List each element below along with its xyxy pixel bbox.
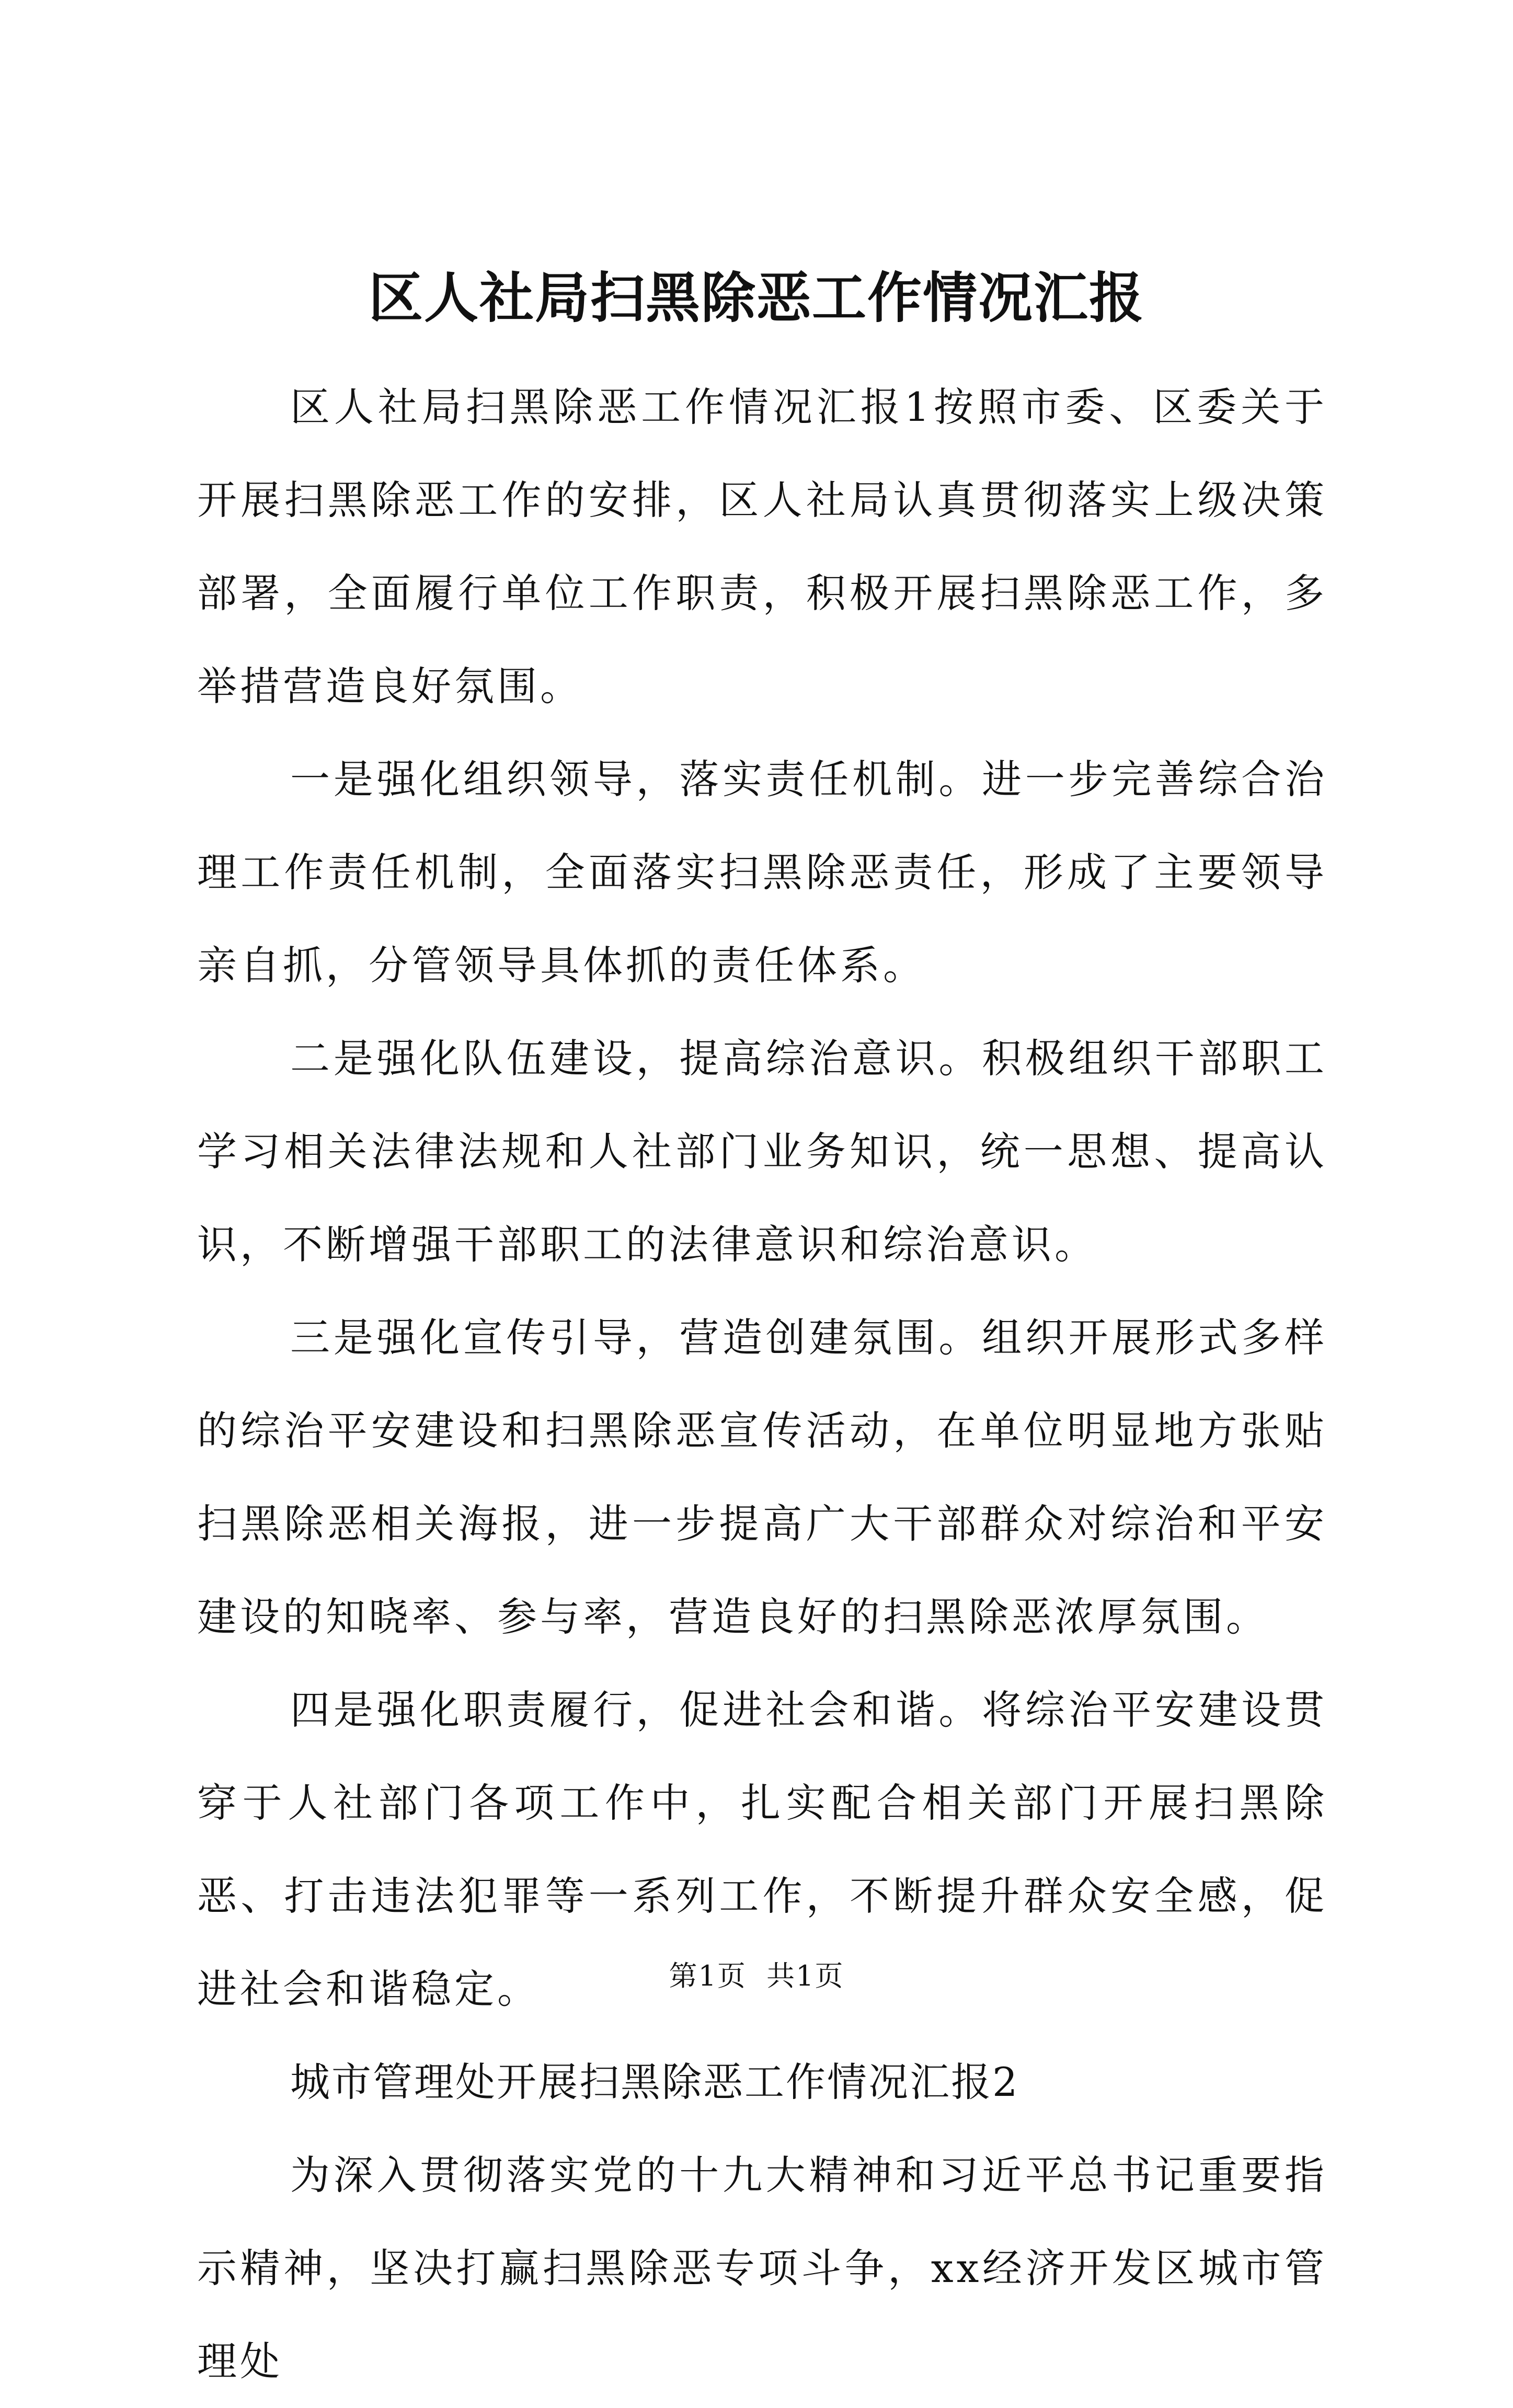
paragraph-point-2: 二是强化队伍建设，提高综治意识。积极组织干部职工学习相关法律法规和人社部门业务知识，统一思想、提高认识，不断增强干部职工的法律意识和综治意识。 bbox=[197, 1035, 1327, 1268]
paragraph-intro: 区人社局扫黑除恶工作情况汇报1按照市委、区委关于开展扫黑除恶工作的安排，区人社局认真贯彻落实上级决策部署，全面履行单位工作职责，积极开展扫黑除恶工作，多举措营造良好氛围。 bbox=[197, 384, 1327, 709]
paragraph-point-3: 三是强化宣传引导，营造创建氛围。组织开展形式多样的综治平安建设和扫黑除恶宣传活动，在单位明显地方张贴扫黑除恶相关海报，进一步提高广大干部群众对综治和平安建设的知晓率、参与率，营造良好的扫黑除恶浓厚氛围。 bbox=[197, 1314, 1327, 1640]
page-number: 第1页 共1页 bbox=[669, 1959, 844, 1992]
paragraph-point-1: 一是强化组织领导，落实责任机制。进一步完善综合治理工作责任机制，全面落实扫黑除恶责任，形成了主要领导亲自抓，分管领导具体抓的责任体系。 bbox=[197, 756, 1327, 989]
section-heading-2: 城市管理处开展扫黑除恶工作情况汇报2 bbox=[290, 2059, 1019, 2105]
paragraph-section-2-intro: 为深入贯彻落实党的十九大精神和习近平总书记重要指示精神，坚决打赢扫黑除恶专项斗争，xx经济开发区城市管理处 bbox=[197, 2152, 1327, 2384]
page-footer bbox=[0, 1955, 1513, 1997]
document-body bbox=[197, 361, 1327, 2408]
paragraph-point-4: 四是强化职责履行，促进社会和谐。将综治平安建设贯穿于人社部门各项工作中，扎实配合相关部门开展扫黑除恶、打击违法犯罪等一系列工作，不断提升群众安全感，促进社会和谐稳定。 bbox=[197, 1687, 1327, 2012]
document-title: 区人社局扫黑除恶工作情况汇报 bbox=[368, 266, 1144, 330]
